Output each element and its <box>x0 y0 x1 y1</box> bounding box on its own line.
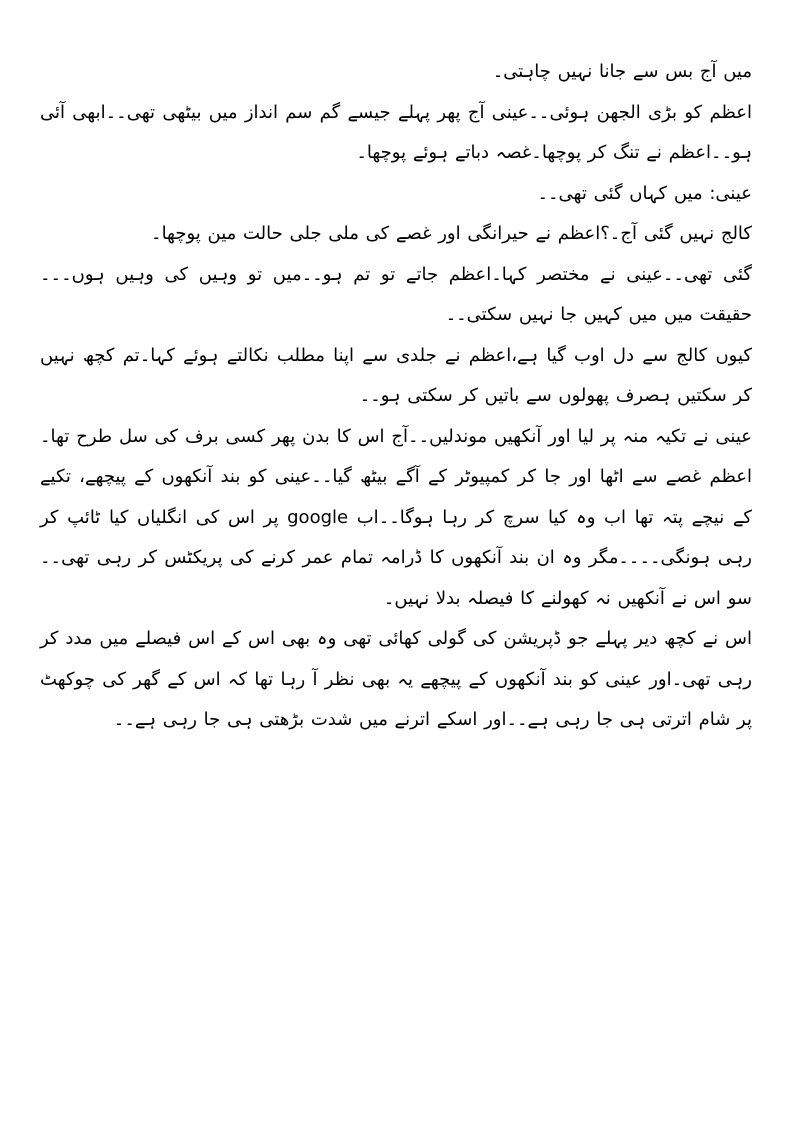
paragraph-5: گئی تھی۔۔عینی نے مختصر کہا۔اعظم جاتے تو تم ہو۔۔میں تو وہیں کی وہیں ہوں۔۔۔حقیقت میں میں کہیں جا نہیں سکتی۔۔ <box>40 263 752 325</box>
paragraph-4: کالج نہیں گئی آج۔؟اعظم نے حیرانگی اور غصے کی ملی جلی حالت مین پوچھا۔ <box>151 223 752 244</box>
story-text <box>40 52 752 741</box>
paragraph-6: کیوں کالج سے دل اوب گیا ہے،اعظم نے جلدی سے اپنا مطلب نکالتے ہوئے کہا۔تم کچھ نہیں کر سکتیں ہصرف پھولوں سے باتیں کر سکتی ہو۔۔ <box>40 344 752 406</box>
paragraph-1: میں آج بس سے جانا نہیں چاہتی۔ <box>492 61 752 82</box>
paragraph-8: اس نے کچھ دیر پہلے جو ڈپریشن کی گولی کھائی تھی وہ بھی اس کے اس فیصلے میں مدد کر رہی تھی۔اور عینی کو بند آنکھوں کے پیچھے یہ بھی نظر آ رہا تھا کہ اس کے گھر کی چوکھٹ پر شام اترتی ہی جا رہی ہے۔۔اور اسکے اترنے میں شدت بڑھتی ہی جا رہی ہے۔۔ <box>40 628 752 730</box>
paragraph-2: اعظم کو بڑی الجھن ہوئی۔۔عینی آج پھر پہلے جیسے گم سم انداز میں بیٹھی تھی۔۔ابھی آئی ہو۔۔اعظم نے تنگ کر پوچھا۔غصہ دباتے ہوئے پوچھا۔ <box>40 101 752 163</box>
paragraph-3: عینی: میں کہاں گئی تھی۔۔ <box>537 182 752 204</box>
paragraph-7: عینی نے تکیہ منہ پر لیا اور آنکھیں موندلیں۔۔آج اس کا بدن پھر کسی برف کی سل طرح تھا۔اعظم غصے سے اٹھا اور جا کر کمپیوٹر کے آگے بیٹھ گیا۔۔عینی کو بند آنکھوں کے پیچھے، تکیے کے نیچے پتہ تھا اب وہ کیا سرچ کر رہا ہوگا۔۔اب google پر اس کی انگلیاں کیا ٹائپ کر رہی ہونگی۔۔۔۔مگر وہ ان بند آنکھوں کا ڈرامہ تمام عمر کرنے کی پریکٹس کر رہی تھی۔۔سو اس نے آنکھیں نہ کھولنے کا فیصلہ بدلا نہیں۔ <box>40 425 752 609</box>
